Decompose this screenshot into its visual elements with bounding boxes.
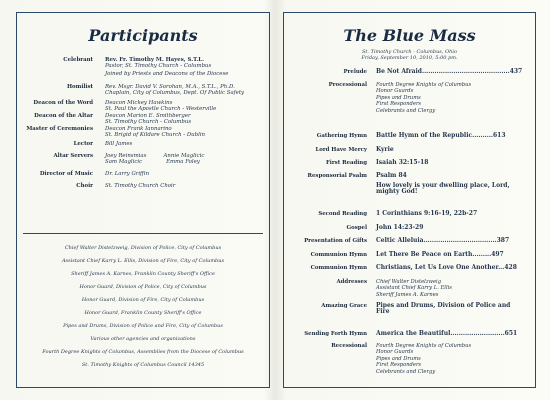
participant-name <box>105 171 149 177</box>
acknowledgement-item: Assistant Chief Karry L. Ellis, Division of Fire, City of Columbus <box>61 258 225 264</box>
mass-part-line: Fourth Degree Knights of Columbus <box>376 343 472 349</box>
participant-line: St. Timothy Church - Columbus <box>105 119 192 126</box>
mass-part-line: Pipes and Drums <box>376 355 421 362</box>
acknowledgement-item: Fourth Degree Knights of Columbus, Assemblies from the Diocese of Columbus <box>42 349 244 355</box>
acknowledgement-item: Pipes and Drums, Division of Police and Fire, City of Columbus <box>63 323 223 329</box>
participant-line: Joey Reinsmias Annie Maglicic <box>105 153 205 159</box>
mass-part-line: mighty God! <box>376 188 418 196</box>
mass-part-label: Communion Hymn <box>310 265 367 271</box>
participant-line: St. Timothy Church Choir <box>105 183 176 189</box>
acknowledgement-item: Various other agencies and organizations <box>90 336 196 342</box>
mass-part-label: Sending Forth Hymn <box>304 331 367 337</box>
mass-part-value <box>376 133 506 139</box>
mass-part-value <box>376 183 510 196</box>
participant-name <box>105 113 191 126</box>
participants-heading: Participants <box>88 26 198 45</box>
participant-line: Deacon Marion E. Smithberger <box>105 113 191 119</box>
mass-part-line: Sheriff James A. Karnes <box>376 291 439 298</box>
participant-name <box>105 141 132 147</box>
mass-part-line: Honor Guards <box>376 349 414 356</box>
participant-name <box>105 126 205 139</box>
mass-part-line: First Responders <box>376 101 422 108</box>
mass-part-line: Christians, Let Us Love One Another...428 <box>376 264 517 271</box>
mass-part-value <box>376 265 517 271</box>
mass-part-label: Presentation of Gifts <box>304 238 367 244</box>
participant-line: Deacon Mickey Hawkins <box>105 100 173 106</box>
acknowledgement-item: Honor Guard, Division of Fire, City of Columbus <box>81 297 205 303</box>
mass-part-label: Gathering Hymn <box>316 133 367 139</box>
participant-role: Celebrant <box>63 57 93 63</box>
mass-subtitle-date: Friday, September 10, 2010, 5:00 pm. <box>361 55 458 61</box>
mass-part-line: Celebrants and Clergy <box>376 107 436 114</box>
mass-part-value <box>376 331 517 337</box>
participant-line: Rev. Fr. Timothy M. Hayes, S.T.L. <box>105 57 204 63</box>
mass-part-line: Psalm 84 <box>376 172 407 179</box>
participant-line: Chaplain, City of Columbus, Dept. Of Public Safety <box>105 90 245 97</box>
participant-name <box>105 100 216 113</box>
mass-part-label: Amazing Grace <box>321 303 367 309</box>
mass-part-label: First Reading <box>325 160 367 166</box>
mass-part-value <box>376 147 394 153</box>
mass-part-label: Responsorial Psalm <box>307 173 367 179</box>
participant-role: Deacon of the Word <box>33 100 93 106</box>
mass-part-line: Kyrie <box>376 146 394 153</box>
mass-part-line: Fourth Degree Knights of Columbus <box>376 82 472 88</box>
mass-part-line: Chief Walter Distelzweig <box>376 279 442 285</box>
participant-name <box>105 57 211 70</box>
participant-name <box>105 183 175 189</box>
mass-heading: The Blue Mass <box>343 26 476 45</box>
mass-part-line: Pipes and Drums <box>376 94 421 101</box>
mass-part-line: Let There Be Peace on Earth.........497 <box>376 251 504 258</box>
mass-part-line: Isaiah 32:15-18 <box>376 159 429 166</box>
acknowledgement-item: St. Timothy Knights of Columbus Council 14345 <box>81 362 205 368</box>
participant-line: Pastor, St. Timothy Church - Columbus <box>105 63 212 70</box>
mass-part-line: 1 Corinthians 9:16-19, 22b-27 <box>376 210 478 217</box>
participant-line: Sam Maglicic Emma Foley <box>105 159 200 166</box>
mass-part-value <box>376 238 509 244</box>
mass-part-label: Prelude <box>343 69 367 75</box>
participant-role: Altar Servers <box>53 153 93 159</box>
acknowledgement-item: Sheriff James A. Karnes, Franklin County Sheriff's Office <box>71 271 215 277</box>
mass-part-value <box>376 82 471 114</box>
mass-part-line: America the Beautiful..........................651 <box>376 330 518 337</box>
mass-part-value <box>376 279 452 298</box>
mass-part-value <box>376 211 477 217</box>
mass-part-label: Communion Hymn <box>310 252 367 258</box>
participants-panel <box>16 12 270 388</box>
participant-role: Director of Music <box>39 171 93 177</box>
participant-line: Rev. Msgr. David V. Sorohan, M.A., S.T.L., Ph.D. <box>105 84 235 90</box>
participant-name <box>105 84 244 97</box>
mass-part-line: How lovely is your dwelling place, Lord, <box>376 182 510 189</box>
participants-divider <box>23 233 263 234</box>
mass-subtitle-location: St. Timothy Church - Columbus, Ohio <box>362 49 457 55</box>
mass-part-line: Fire <box>376 308 390 316</box>
mass-part-line: Be Not Afraid..........................................437 <box>376 68 523 75</box>
participant-line: St. Brigid of Kildare Church - Dublin <box>105 132 206 139</box>
order-of-mass-panel <box>283 12 536 388</box>
mass-part-line: Celtic Alleluia...................................387 <box>376 237 510 244</box>
mass-part-value <box>376 343 471 375</box>
mass-part-value <box>376 160 428 166</box>
participant-role: Homilist <box>66 84 93 90</box>
mass-part-value <box>376 303 510 316</box>
mass-part-label: Gospel <box>346 225 367 231</box>
participant-line: St. Paul the Apostle Church - Westerville <box>105 106 217 113</box>
mass-part-line: Battle Hymn of the Republic..........613 <box>376 132 506 139</box>
participant-role: Lector <box>73 141 93 147</box>
acknowledgement-item: Honor Guard, Division of Police, City of Columbus <box>79 284 207 290</box>
mass-part-label: Processional <box>328 82 367 88</box>
mass-part-line: Assistant Chief Karry L. Ellis <box>376 285 452 292</box>
acknowledgement-item: Honor Guard, Franklin County Sheriff's Office <box>84 310 202 316</box>
participant-name <box>105 71 228 77</box>
mass-part-line: Pipes and Drums, Division of Police and <box>376 302 511 309</box>
mass-part-label: Recessional <box>331 343 367 349</box>
mass-part-line: Celebrants and Clergy <box>376 368 436 375</box>
mass-part-value <box>376 69 522 75</box>
mass-part-line: Honor Guards <box>376 88 414 95</box>
mass-part-label: Addresses <box>336 279 367 285</box>
participant-line: Deacon Frank Iannarino <box>105 126 172 132</box>
participant-name <box>105 153 204 166</box>
mass-part-label: Lord Have Mercy <box>315 147 367 153</box>
participant-line: Bill James <box>105 141 133 147</box>
acknowledgement-item: Chief Walter Distelzweig, Division of Police, City of Columbus <box>64 245 222 251</box>
mass-part-value <box>376 252 504 258</box>
mass-part-value <box>376 173 407 179</box>
participant-line: Joined by Priests and Deacons of the Diocese <box>105 71 229 77</box>
mass-part-line: First Responders <box>376 362 422 369</box>
participant-line: Dr. Larry Griffin <box>105 171 150 177</box>
mass-part-value <box>376 225 423 231</box>
mass-part-label: Second Reading <box>318 211 367 217</box>
participant-role: Master of Ceremonies <box>26 126 93 132</box>
participant-role: Deacon of the Altar <box>34 113 93 119</box>
mass-part-line: John 14:23-29 <box>376 224 424 231</box>
participant-role: Choir <box>76 183 93 189</box>
